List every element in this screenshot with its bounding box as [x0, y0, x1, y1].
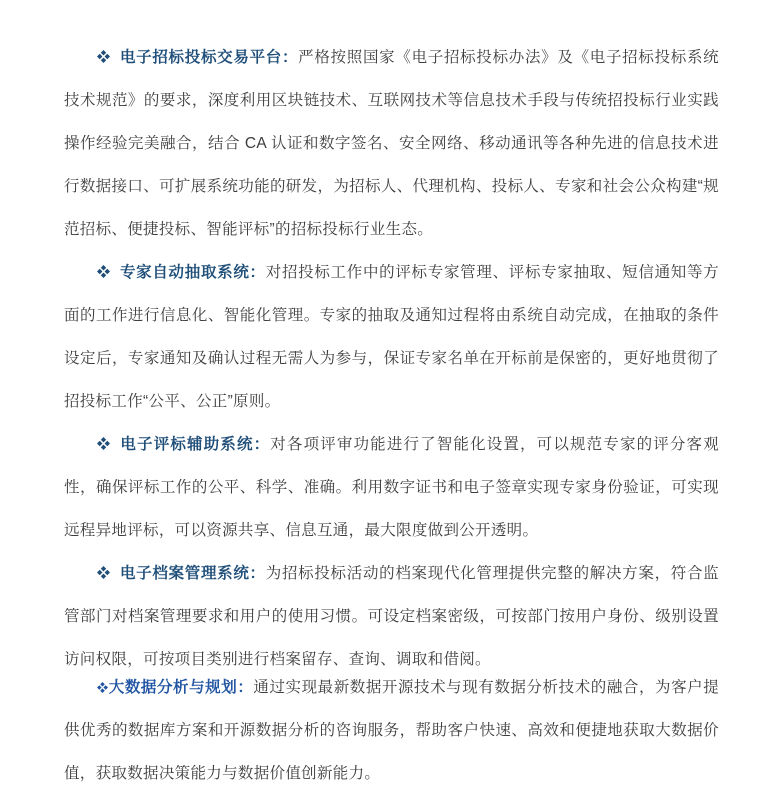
section-body: 严格按照国家《电子招标投标办法》及《电子招标投标系统技术规范》的要求，深度利用区块链技术、互联网技术等信息技术手段与传统招投标行业实践操作经验完美融合，结合 CA 认证和数字签名、安全网络、移动通讯等各种先进的信息技术进行数据接口、可扩展系统功能的研发，为招标人、代理机构、投标人、专家和社会公众构建“规范招标、便捷投标、智能评标”的招标投标行业生态。 — [64, 49, 719, 238]
section-body: 通过实现最新数据开源技术与现有数据分析技术的融合，为客户提供优秀的数据库方案和开源数据分析的咨询服务，帮助客户快速、高效和便捷地获取大数据价值，获取数据决策能力与数据价值创新能力。 — [64, 679, 720, 782]
four-diamond-bullet-icon — [97, 682, 108, 693]
four-diamond-bullet-icon — [97, 265, 110, 278]
paragraph-expert-extraction — [64, 251, 719, 423]
heading-separator: ： — [253, 436, 271, 453]
section-heading: 电子招标投标交易平台 — [119, 49, 282, 66]
heading-separator: ： — [249, 264, 266, 281]
heading-separator: ： — [281, 49, 299, 66]
section-heading: 电子评标辅助系统 — [119, 436, 254, 453]
section-heading: 电子档案管理系统 — [119, 565, 250, 582]
heading-separator: ： — [249, 565, 266, 582]
four-diamond-bullet-icon — [97, 50, 110, 63]
section-heading: 大数据分析与规划 — [108, 679, 238, 696]
paragraph-bigdata-analysis — [64, 666, 719, 795]
section-heading: 专家自动抽取系统 — [119, 264, 250, 281]
paragraph-etrading-platform — [64, 36, 719, 251]
four-diamond-bullet-icon — [97, 437, 110, 450]
heading-separator: ： — [237, 679, 254, 696]
four-diamond-bullet-icon — [97, 566, 110, 579]
paragraph-ebid-evaluation — [64, 423, 719, 552]
section-body: 对招投标工作中的评标专家管理、评标专家抽取、短信通知等方面的工作进行信息化、智能化管理。专家的抽取及通知过程将由系统自动完成，在抽取的条件设定后，专家通知及确认过程无需人为参与，保证专家名单在开标前是保密的，更好地贯彻了招投标工作“公平、公正”原则。 — [64, 264, 719, 410]
section-body: 为招标投标活动的档案现代化管理提供完整的解决方案，符合监管部门对档案管理要求和用户的使用习惯。可设定档案密级，可按部门按用户身份、级别设置访问权限，可按项目类别进行档案留存、查询、调取和借阅。 — [64, 565, 719, 668]
paragraph-earchive-management — [64, 552, 719, 681]
section-body: 对各项评审功能进行了智能化设置，可以规范专家的评分客观性，确保评标工作的公平、科学、准确。利用数字证书和电子签章实现专家身份验证，可实现远程异地评标，可以资源共享、信息互通，最大限度做到公开透明。 — [64, 436, 720, 539]
